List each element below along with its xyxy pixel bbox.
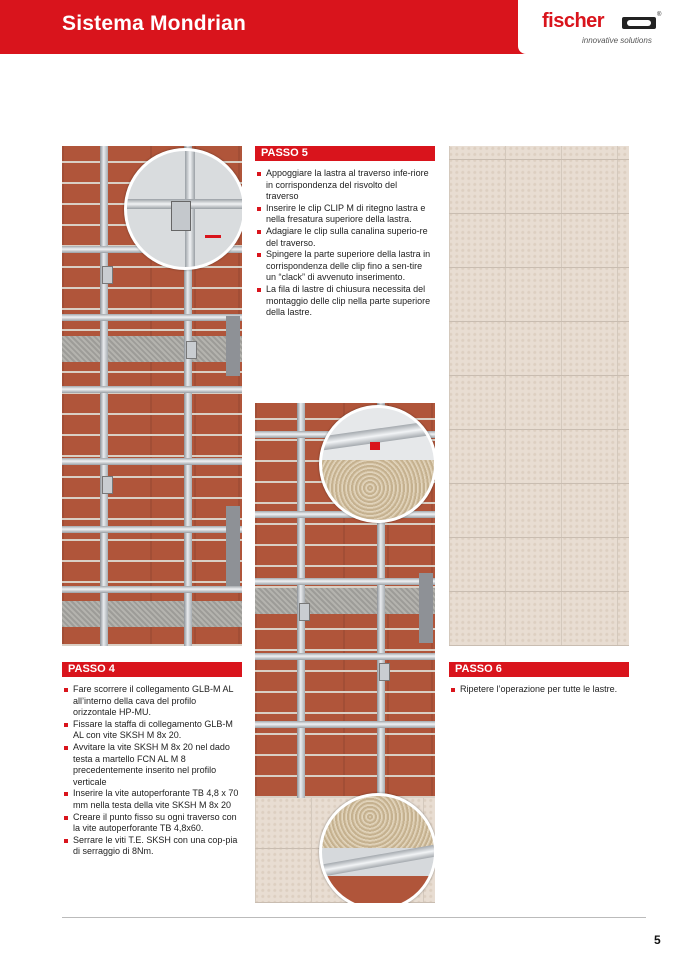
brand-badge-icon bbox=[622, 17, 656, 29]
list-item: Ripetere l’operazione per tutte le lastre. bbox=[450, 684, 628, 696]
detail-circle-clip-top bbox=[319, 405, 435, 523]
photo-step5-clip-installation bbox=[255, 403, 435, 903]
page-number: 5 bbox=[654, 933, 661, 947]
step5-heading: PASSO 5 bbox=[255, 146, 435, 161]
step6-heading: PASSO 6 bbox=[449, 662, 629, 677]
photo-step4-substructure bbox=[62, 146, 242, 646]
list-item: Serrare le viti T.E. SKSH con una cop-pia di serraggio di 8Nm. bbox=[63, 835, 239, 858]
step5-list bbox=[256, 168, 432, 319]
page-header bbox=[0, 0, 678, 54]
detail-circle-bracket bbox=[124, 148, 242, 270]
list-item: Avvitare la vite SKSH M 8x 20 nel dado testa a martello FCN AL M 8 precedentemente inserito nel profilo verticale bbox=[63, 742, 239, 788]
list-item: La fila di lastre di chiusura necessita del montaggio delle clip nella parte superiore della lastre. bbox=[256, 284, 432, 319]
registered-mark-icon: ® bbox=[657, 12, 662, 18]
footer-divider bbox=[62, 917, 646, 918]
list-item: Creare il punto fisso su ogni traverso con la vite autoperforante TB 4,8x60. bbox=[63, 812, 239, 835]
list-item: Spingere la parte superiore della lastra in corrispondenza delle clip fino a sen-tire un “clack” di avvenuto inserimento. bbox=[256, 249, 432, 284]
list-item: Fissare la staffa di collegamento GLB-M AL con vite SKSH M 8x 20. bbox=[63, 719, 239, 742]
list-item: Appoggiare la lastra al traverso infe-riore in corrispondenza del risvolto del traverso bbox=[256, 168, 432, 203]
step4-heading: PASSO 4 bbox=[62, 662, 242, 677]
page-title: Sistema Mondrian bbox=[62, 12, 247, 35]
list-item: Adagiare le clip sulla canalina superio-re del traverso. bbox=[256, 226, 432, 249]
step4-list bbox=[63, 684, 239, 858]
brand-wordmark: fischer bbox=[542, 10, 605, 32]
list-item: Inserire le clip CLIP M di ritegno lastra e nella fresatura superiore della lastra. bbox=[256, 203, 432, 226]
list-item: Inserire la vite autoperforante TB 4,8 x 70 mm nella testa della vite SKSH M 8x 20 bbox=[63, 788, 239, 811]
step6-list bbox=[450, 684, 628, 696]
list-item: Fare scorrere il collegamento GLB-M AL all’interno della cava del profilo orizzontale HP-MU. bbox=[63, 684, 239, 719]
brand-logo bbox=[518, 0, 678, 54]
brand-tagline: innovative solutions bbox=[582, 36, 652, 45]
photo-step6-finished-facade bbox=[449, 146, 629, 646]
detail-circle-clip-bottom bbox=[319, 793, 435, 903]
